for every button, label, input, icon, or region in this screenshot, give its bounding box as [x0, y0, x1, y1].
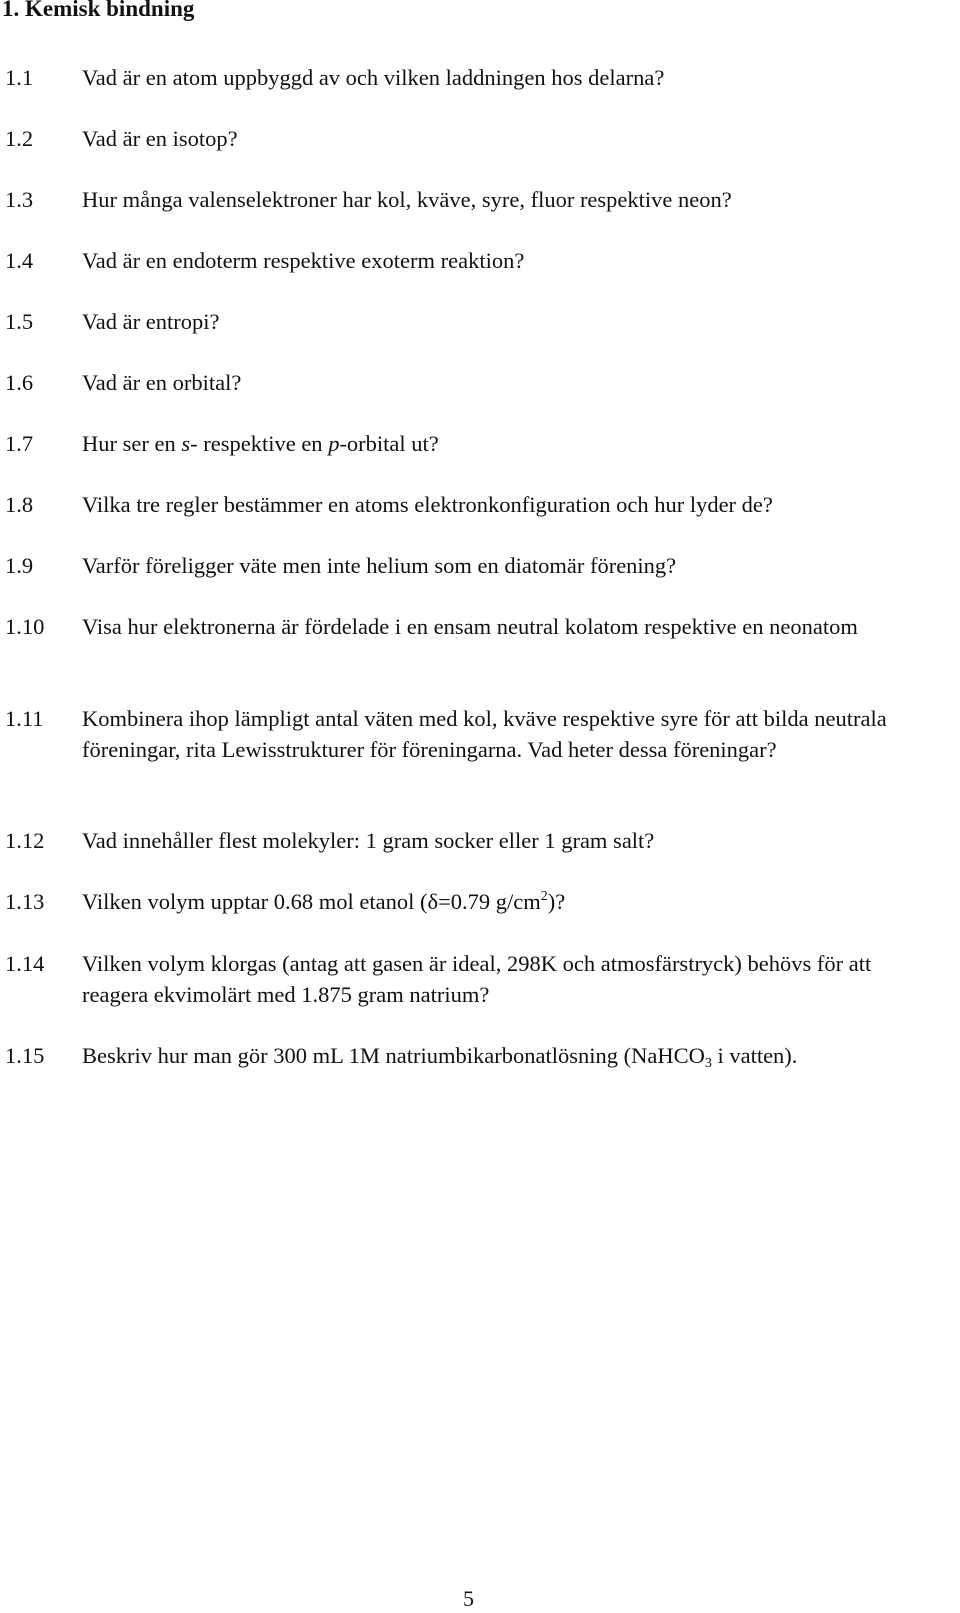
question-item: [5, 550, 935, 581]
question-text: Hur många valenselektroner har kol, kväve, syre, fluor respektive neon?: [82, 187, 732, 212]
question-text: Vilken volym upptar 0.68 mol etanol (δ=0.79 $g/cm^2$)?: [82, 889, 566, 914]
question-item: [5, 245, 935, 276]
question-number: 1.1: [5, 65, 34, 90]
question-item: [5, 367, 935, 398]
question-number: 1.6: [5, 370, 34, 395]
question-item: [5, 703, 935, 765]
question-number: 1.4: [5, 248, 34, 273]
question-text: Varför föreligger väte men inte helium som en diatomär förening?: [82, 553, 677, 578]
question-item: [5, 306, 935, 337]
question-number: 1.13: [5, 889, 45, 914]
question-number: 1.15: [5, 1043, 45, 1068]
question-text: Beskriv hur man gör 300 mL 1M natriumbikarbonatlösning (NaHCO$_3$ i vatten).: [82, 1043, 798, 1071]
question-item: [5, 1040, 935, 1071]
page-number-text: 5: [463, 1586, 474, 1611]
question-number: 1.11: [5, 706, 44, 731]
section-heading: 1. Kemisk bindning: [2, 0, 195, 21]
question-text: Hur ser en s- respektive en p-orbital ut?: [82, 431, 439, 456]
question-number: 1.2: [5, 126, 34, 151]
question-item: [5, 886, 935, 917]
question-text: Vad är en endoterm respektive exoterm reaktion?: [82, 248, 525, 273]
question-item: [5, 825, 935, 856]
question-text: Vad innehåller flest molekyler: 1 gram socker eller 1 gram salt?: [82, 828, 655, 853]
question-number: 1.12: [5, 828, 45, 853]
question-text: Vilka tre regler bestämmer en atoms elektronkonfiguration och hur lyder de?: [82, 492, 773, 517]
question-text: Vad är en orbital?: [82, 370, 242, 395]
question-item: [5, 489, 935, 520]
question-text: Visa hur elektronerna är fördelade i en ensam neutral kolatom respektive en neonatom: [82, 614, 858, 639]
question-number: 1.3: [5, 187, 34, 212]
question-item: [5, 948, 935, 1010]
question-number: 1.10: [5, 614, 45, 639]
question-text: Vad är en isotop?: [82, 126, 238, 151]
question-number: 1.8: [5, 492, 34, 517]
question-number: 1.14: [5, 951, 45, 976]
question-item: [5, 123, 935, 154]
question-text: Vilken volym klorgas (antag att gasen är ideal, 298K och atmosfärstryck) behövs för att reagera ekvimolärt med 1.875 gram natrium?: [82, 951, 872, 1007]
question-number: 1.9: [5, 553, 34, 578]
question-item: [5, 62, 935, 93]
question-number: 1.7: [5, 431, 34, 456]
question-number: 1.5: [5, 309, 34, 334]
question-item: [5, 611, 935, 642]
question-text: Vad är entropi?: [82, 309, 220, 334]
question-item: [5, 428, 935, 459]
question-text: Vad är en atom uppbyggd av och vilken laddningen hos delarna?: [82, 65, 665, 90]
question-text: Kombinera ihop lämpligt antal väten med kol, kväve respektive syre för att bilda neutrala föreningar, rita Lewisstrukturer för föreningarna. Vad heter dessa föreningar?: [82, 706, 887, 762]
question-item: [5, 184, 935, 215]
